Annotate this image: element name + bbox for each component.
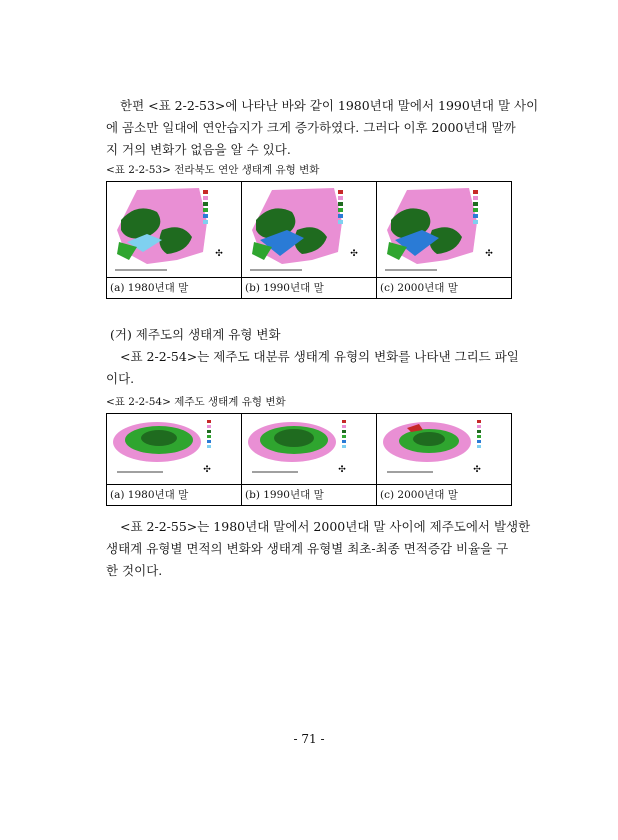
svg-text:✣: ✣ <box>485 249 493 259</box>
map-panel-2000s <box>377 182 511 277</box>
svg-text:✣: ✣ <box>473 465 481 475</box>
paragraph-line: 에 곰소만 일대에 연안습지가 크게 증가하였다. 그러다 이후 2000년대 말까 <box>106 120 516 135</box>
paragraph-line: 생태계 유형별 면적의 변화와 생태계 유형별 최초-최종 면적증감 비율을 구 <box>106 541 509 556</box>
table-caption: <표 2-2-53> 전라북도 연안 생태계 유형 변화 <box>106 164 320 176</box>
paragraph-summary <box>106 516 531 582</box>
map-panel-1990s <box>242 414 377 484</box>
map-panel-1990s <box>242 182 377 277</box>
paragraph-jeju <box>106 346 519 390</box>
table-caption: <표 2-2-54> 제주도 생태계 유형 변화 <box>106 396 286 408</box>
figure-label: (b) 1990년대 말 <box>242 278 377 298</box>
figure-label: (c) 2000년대 말 <box>380 489 458 501</box>
figure-label: (c) 2000년대 말 <box>380 282 458 294</box>
jeju-map-c <box>377 414 511 484</box>
jeju-map-b <box>242 414 377 484</box>
paragraph-intro <box>106 95 539 161</box>
map-panel-2000s <box>377 414 511 484</box>
figure-label: (b) 1990년대 말 <box>242 485 377 505</box>
paragraph-line: 한편 <표 2-2-53>에 나타난 바와 같이 1980년대 말에서 1990년대 말 사이 <box>120 98 539 113</box>
figure-table-jeju <box>106 413 512 506</box>
page-number: - 71 - <box>293 732 325 746</box>
figure-table-jeonbuk <box>106 181 512 299</box>
figure-label: (a) 1980년대 말 <box>107 485 242 505</box>
map-panel-1980s <box>107 182 242 277</box>
paragraph-line: 이다. <box>106 371 135 386</box>
section-heading: (거) 제주도의 생태계 유형 변화 <box>110 327 281 342</box>
svg-text:✣: ✣ <box>203 465 211 475</box>
map-panel-1980s <box>107 414 242 484</box>
jeonbuk-map-b <box>242 182 377 277</box>
paragraph-line: <표 2-2-54>는 제주도 대분류 생태계 유형의 변화를 나타낸 그리드 파일 <box>120 349 519 364</box>
svg-text:✣: ✣ <box>350 249 358 259</box>
jeju-map-a <box>107 414 242 484</box>
figure-label: (a) 1980년대 말 <box>107 278 242 298</box>
paragraph-line: 지 거의 변화가 없음을 알 수 있다. <box>106 142 291 157</box>
svg-text:✣: ✣ <box>338 465 346 475</box>
jeonbuk-map-a <box>107 182 242 277</box>
svg-text:✣: ✣ <box>215 249 223 259</box>
paragraph-line: 한 것이다. <box>106 563 163 578</box>
paragraph-line: <표 2-2-55>는 1980년대 말에서 2000년대 말 사이에 제주도에서 발생한 <box>120 519 531 534</box>
jeonbuk-map-c <box>377 182 511 277</box>
